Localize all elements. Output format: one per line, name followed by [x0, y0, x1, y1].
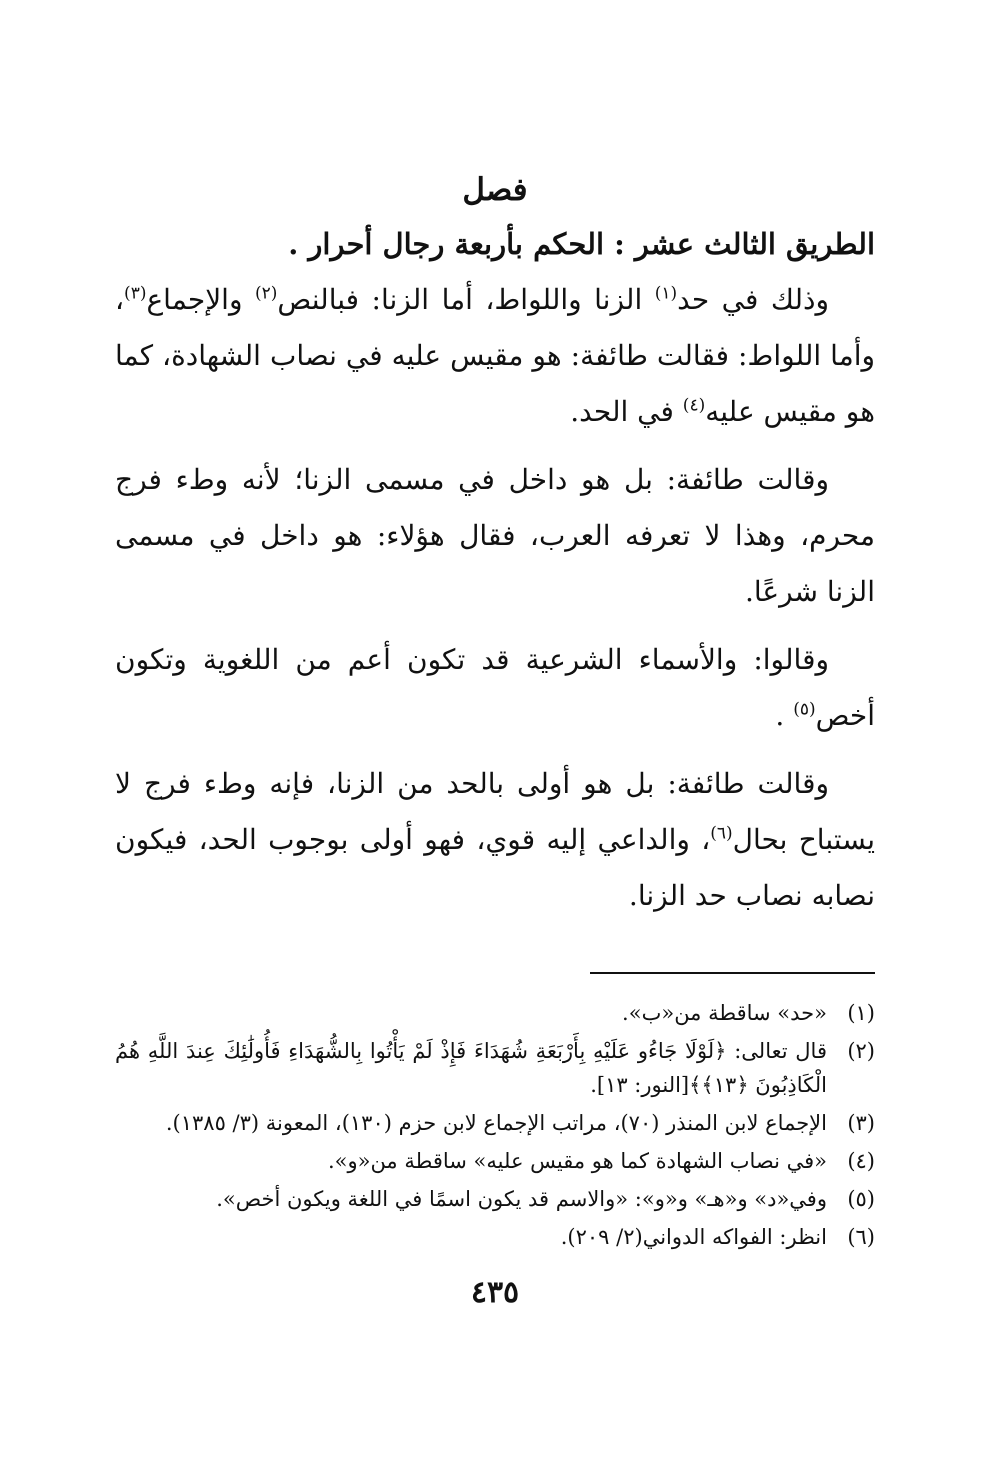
- footnote-text: «حد» ساقطة من«ب».: [622, 1001, 827, 1025]
- paragraph: [115, 756, 875, 924]
- footnote-text: انظر: الفواكه الدواني(٢/ ٢٠٩).: [560, 1225, 827, 1249]
- paragraph-text: وقالت طائفة: بل هو أولى بالحد من الزنا، فإنه وطء فرج لا يستباح بحال: [115, 767, 875, 856]
- footnote-divider: [590, 972, 875, 974]
- footnote-text: الإجماع لابن المنذر (٧٠)، مراتب الإجماع لابن حزم (١٣٠)، المعونة (٣/ ١٣٨٥).: [165, 1111, 827, 1135]
- book-page: [115, 160, 875, 1310]
- paragraph-text: وذلك في حد: [677, 283, 829, 316]
- footnote-number: (٦): [847, 1225, 875, 1249]
- footnote-item: [115, 996, 875, 1030]
- footnote-ref[interactable]: (٢): [254, 283, 278, 304]
- page-number: ٤٣٥: [470, 1275, 520, 1310]
- footnote-number: (٣): [847, 1111, 875, 1135]
- paragraph: [115, 632, 875, 744]
- footnote-ref[interactable]: (٦): [710, 823, 733, 844]
- footnote-number: (٤): [847, 1149, 875, 1173]
- footnote-text: وفي«د» و«هـ» و«و»: «والاسم قد يكون اسمًا في اللغة ويكون أخص».: [216, 1187, 827, 1211]
- paragraph-text: الزنا واللواط، أما الزنا: فبالنص: [277, 283, 655, 316]
- footnote-item: [115, 1034, 875, 1102]
- paragraph-text: .: [775, 699, 794, 732]
- footnote-item: [115, 1182, 875, 1216]
- footnote-ref[interactable]: (١): [654, 283, 678, 304]
- paragraph-text: وقالوا: والأسماء الشرعية قد تكون أعم من اللغوية وتكون أخص: [115, 643, 875, 732]
- footnote-text: قال تعالى: ﴿لَوْلَا جَاءُو عَلَيْهِ بِأَرْبَعَةِ شُهَدَاءَ فَإِذْ لَمْ يَأْتُوا بِالشُّهَدَاءِ فَأُولَٰئِكَ عِندَ اللَّهِ هُمُ الْكَاذِبُونَ ﴿١٣﴾﴾[النور: ١٣].: [115, 1039, 827, 1097]
- footnote-ref[interactable]: (٥): [793, 699, 816, 720]
- footnote-text: «في نصاب الشهادة كما هو مقيس عليه» ساقطة من«و».: [327, 1149, 827, 1173]
- footnote-item: [115, 1220, 875, 1254]
- footnote-ref[interactable]: (٣): [124, 283, 147, 304]
- paragraph-text: ، والداعي إليه قوي، فهو أولى بوجوب الحد، فيكون نصابه نصاب حد الزنا.: [115, 823, 875, 912]
- section-subheading: الطريق الثالث عشر : الحكم بأربعة رجال أحرار .: [288, 227, 875, 261]
- paragraph-text: ، وأما اللواط: فقالت طائفة: هو مقيس عليه في نصاب الشهادة، كما هو مقيس عليه: [115, 283, 875, 428]
- paragraph: [115, 452, 875, 620]
- footnote-item: [115, 1106, 875, 1140]
- section-heading: فصل: [462, 172, 528, 208]
- paragraph-text: وقالت طائفة: بل هو داخل في مسمى الزنا؛ لأنه وطء فرج محرم، وهذا لا تعرفه العرب، فقال هؤلاء: هو داخل في مسمى الزنا شرعًا.: [115, 463, 875, 608]
- paragraph-text: والإجماع: [146, 283, 255, 316]
- footnote-item: [115, 1144, 875, 1178]
- body-text: [115, 272, 875, 924]
- footnote-ref[interactable]: (٤): [682, 395, 706, 416]
- footnote-number: (٢): [847, 1039, 875, 1063]
- footnote-number: (٥): [847, 1187, 875, 1211]
- footnotes-list: [115, 996, 875, 1254]
- footnote-number: (١): [847, 1001, 875, 1025]
- paragraph-text: في الحد.: [570, 395, 683, 428]
- paragraph: [115, 272, 875, 440]
